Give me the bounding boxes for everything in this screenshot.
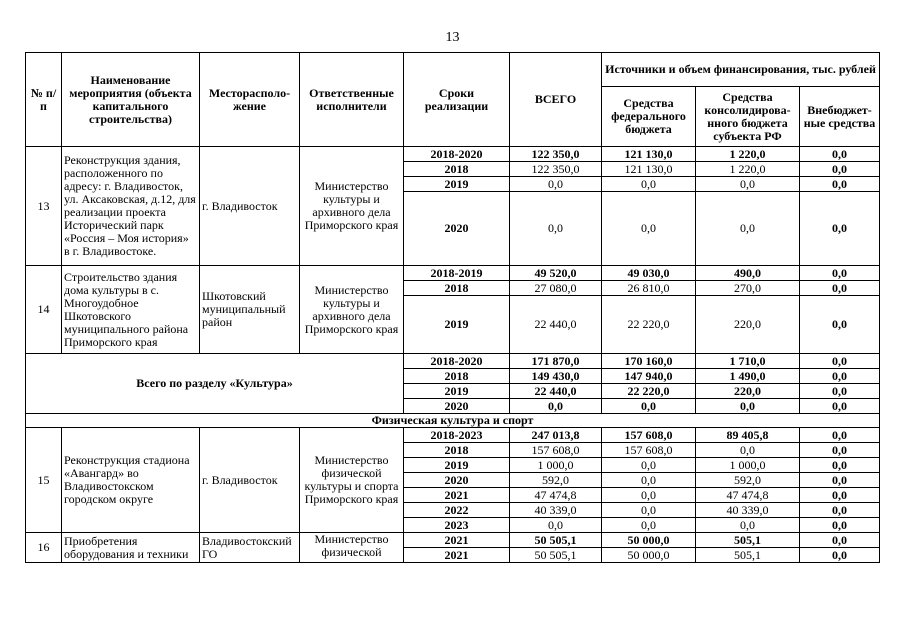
header-federal: Средства федерального бюджета [602,87,696,147]
culture-total-label: Всего по разделу «Культура» [26,354,404,414]
cell: 0,0 [800,266,880,281]
cell: 0,0 [800,296,880,354]
cell: 49 520,0 [510,266,602,281]
cell: 50 505,1 [510,533,602,548]
cell: 0,0 [602,177,696,192]
cell: 22 220,0 [602,296,696,354]
cell: 2018 [404,443,510,458]
cell: 0,0 [800,147,880,162]
funding-table [25,52,880,563]
cell: 2020 [404,473,510,488]
cell: 247 013,8 [510,428,602,443]
cell: 0,0 [800,488,880,503]
cell: 149 430,0 [510,369,602,384]
cell: 1 220,0 [696,147,800,162]
row-13-location: г. Владивосток [200,147,300,266]
cell: 0,0 [800,162,880,177]
cell: 0,0 [602,473,696,488]
cell: 490,0 [696,266,800,281]
cell: 0,0 [696,518,800,533]
cell: 22 440,0 [510,296,602,354]
row-16-location: Владивостокский ГО [200,533,300,563]
cell: 2020 [404,192,510,266]
cell: 0,0 [602,503,696,518]
header-location: Месторасполо-жение [200,53,300,147]
header-responsible: Ответственные исполнители [300,53,404,147]
cell: 2018-2023 [404,428,510,443]
row-14-name: Строительство здания дома культуры в с. Многоудобное Шкотовского муниципального района Приморского края [62,266,200,354]
row-13-responsible: Министерство культуры и архивного дела Приморского края [300,147,404,266]
cell: 50 505,1 [510,548,602,563]
cell: 2018 [404,369,510,384]
cell: 22 220,0 [602,384,696,399]
cell: 0,0 [800,533,880,548]
cell: 50 000,0 [602,548,696,563]
cell: 47 474,8 [696,488,800,503]
cell: 0,0 [602,488,696,503]
cell: 1 220,0 [696,162,800,177]
cell: 0,0 [800,192,880,266]
row-16-num: 16 [26,533,62,563]
cell: 0,0 [800,384,880,399]
cell: 157 608,0 [602,443,696,458]
row-16-responsible: Министерство физической [300,533,404,563]
row-14-responsible: Министерство культуры и архивного дела Приморского края [300,266,404,354]
cell: 2018 [404,162,510,177]
cell: 0,0 [800,281,880,296]
page-number: 13 [445,30,460,45]
cell: 157 608,0 [602,428,696,443]
cell: 0,0 [602,458,696,473]
row-14-num: 14 [26,266,62,354]
cell: 49 030,0 [602,266,696,281]
cell: 270,0 [696,281,800,296]
row-14-location: Шкотовский муниципальный район [200,266,300,354]
cell: 40 339,0 [510,503,602,518]
row-15-responsible: Министерство физической культуры и спорта Приморского края [300,428,404,533]
cell: 0,0 [800,428,880,443]
cell: 0,0 [800,518,880,533]
cell: 0,0 [800,443,880,458]
cell: 121 130,0 [602,162,696,177]
row-16-name: Приобретения оборудования и техники [62,533,200,563]
cell: 157 608,0 [510,443,602,458]
cell: 22 440,0 [510,384,602,399]
cell: 0,0 [800,473,880,488]
cell: 1 000,0 [510,458,602,473]
cell: 1 000,0 [696,458,800,473]
row-13-name: Реконструкция здания, расположенного по адресу: г. Владивосток, ул. Аксаковская, д.12, для реализации проекта Исторический парк «Россия – Моя история» в г. Владивостоке. [62,147,200,266]
header-extra: Внебюджет-ные средства [800,87,880,147]
cell: 0,0 [696,177,800,192]
section-title-sport: Физическая культура и спорт [26,414,880,428]
header-funding: Источники и объем финансирования, тыс. рублей [602,53,880,87]
cell: 0,0 [602,518,696,533]
header-total: ВСЕГО [510,53,602,147]
cell: 50 000,0 [602,533,696,548]
cell: 2018-2019 [404,266,510,281]
cell: 592,0 [510,473,602,488]
cell: 0,0 [602,399,696,414]
cell: 0,0 [696,192,800,266]
cell: 0,0 [800,399,880,414]
cell: 2019 [404,296,510,354]
cell: 0,0 [696,399,800,414]
header-num: № п/п [26,53,62,147]
cell: 592,0 [696,473,800,488]
cell: 171 870,0 [510,354,602,369]
cell: 2019 [404,177,510,192]
cell: 0,0 [510,518,602,533]
cell: 0,0 [696,443,800,458]
cell: 2018 [404,281,510,296]
cell: 26 810,0 [602,281,696,296]
cell: 0,0 [510,177,602,192]
cell: 2022 [404,503,510,518]
cell: 27 080,0 [510,281,602,296]
cell: 40 339,0 [696,503,800,518]
cell: 47 474,8 [510,488,602,503]
header-regional: Средства консолидирова-нного бюджета субъекта РФ [696,87,800,147]
row-15-num: 15 [26,428,62,533]
cell: 0,0 [800,177,880,192]
row-13-num: 13 [26,147,62,266]
cell: 170 160,0 [602,354,696,369]
cell: 2021 [404,533,510,548]
cell: 147 940,0 [602,369,696,384]
cell: 0,0 [602,192,696,266]
cell: 0,0 [510,192,602,266]
cell: 0,0 [800,458,880,473]
cell: 2019 [404,458,510,473]
cell: 2021 [404,488,510,503]
cell: 2018-2020 [404,354,510,369]
cell: 1 710,0 [696,354,800,369]
cell: 505,1 [696,533,800,548]
cell: 122 350,0 [510,162,602,177]
cell: 122 350,0 [510,147,602,162]
cell: 220,0 [696,296,800,354]
cell: 0,0 [800,369,880,384]
cell: 121 130,0 [602,147,696,162]
cell: 2018-2020 [404,147,510,162]
cell: 2020 [404,399,510,414]
header-terms: Сроки реализации [404,53,510,147]
cell: 505,1 [696,548,800,563]
row-15-location: г. Владивосток [200,428,300,533]
cell: 1 490,0 [696,369,800,384]
cell: 0,0 [800,548,880,563]
cell: 2023 [404,518,510,533]
cell: 2021 [404,548,510,563]
cell: 2019 [404,384,510,399]
cell: 0,0 [800,503,880,518]
header-name: Наименование мероприятия (объекта капитального строительства) [62,53,200,147]
cell: 89 405,8 [696,428,800,443]
cell: 0,0 [510,399,602,414]
cell: 0,0 [800,354,880,369]
cell: 220,0 [696,384,800,399]
row-15-name: Реконструкция стадиона «Авангард» во Владивостокском городском округе [62,428,200,533]
